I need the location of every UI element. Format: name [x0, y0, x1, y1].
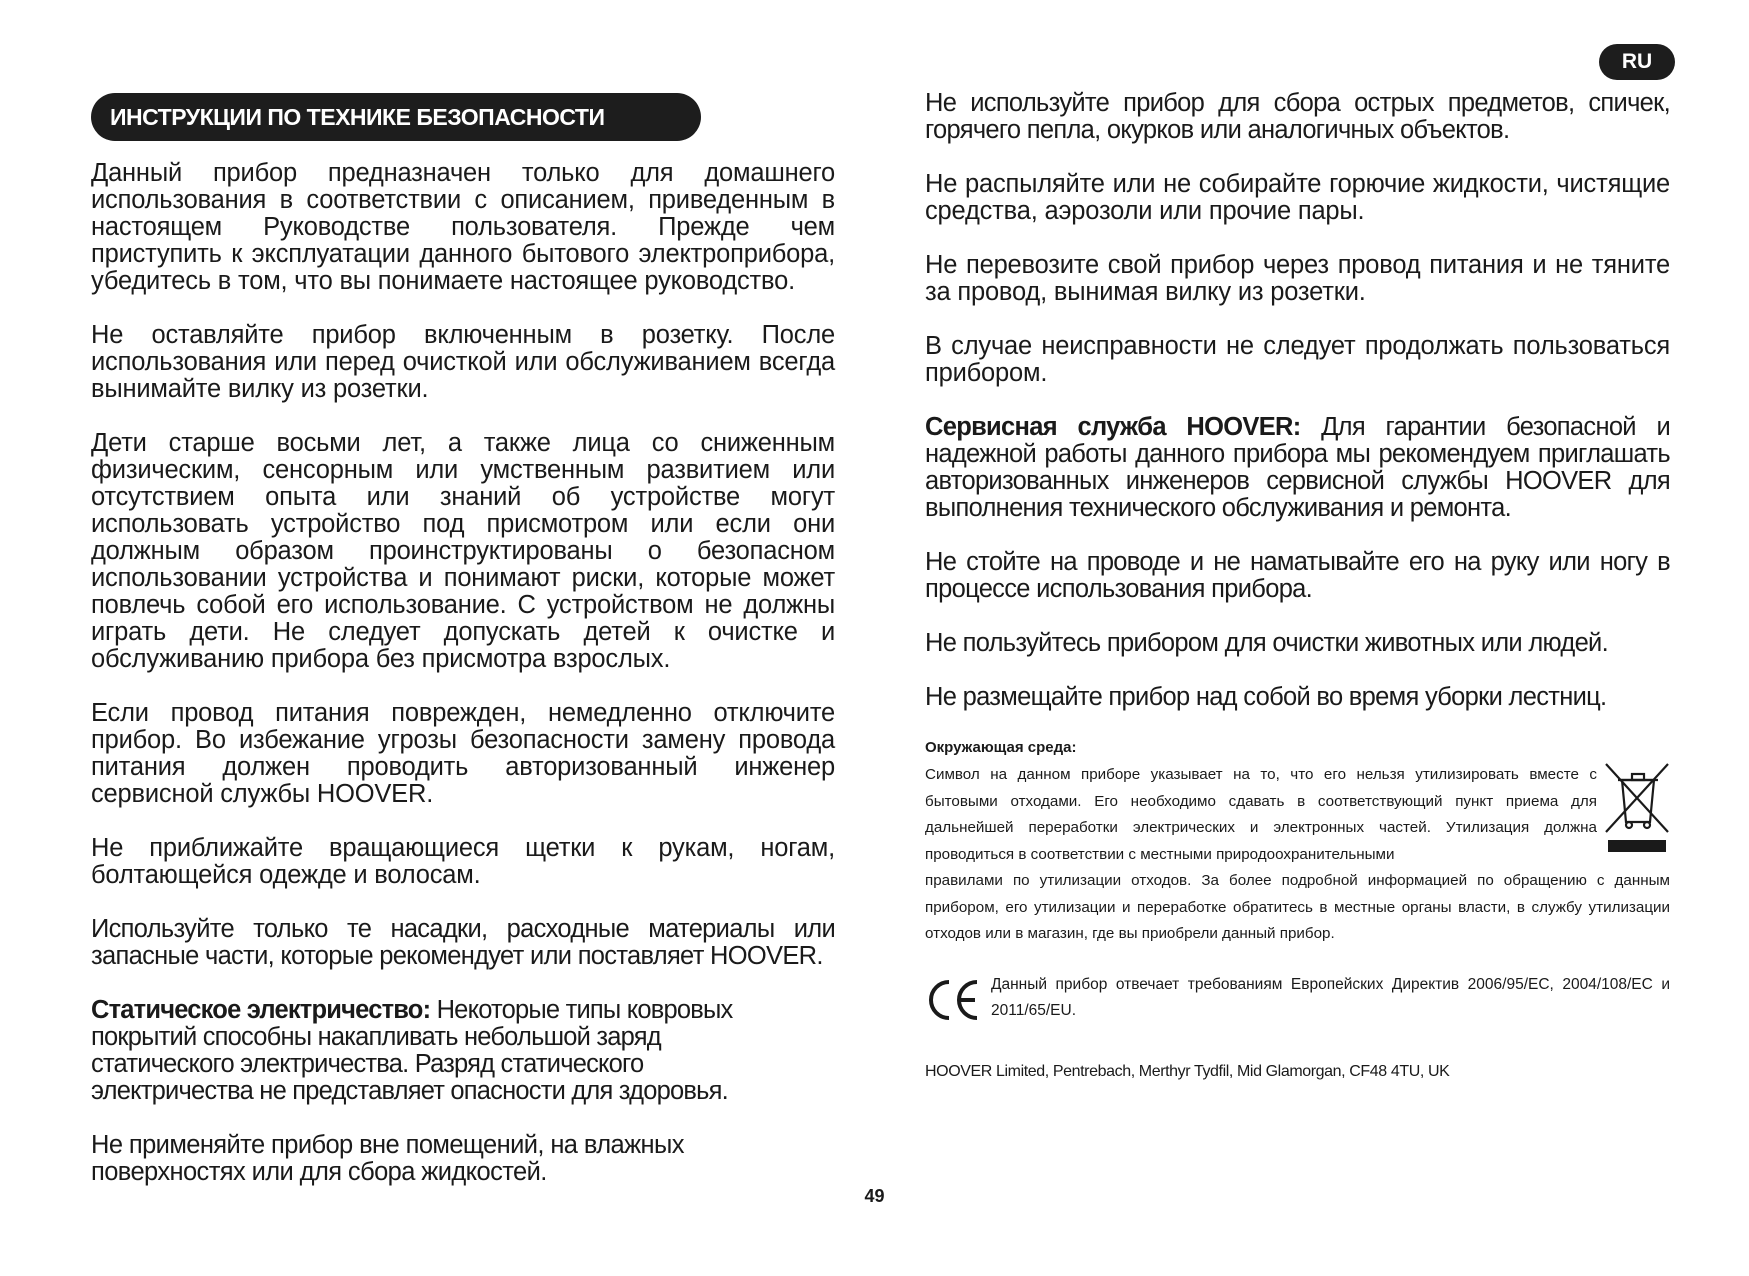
- environment-text-part2: правилами по утилизации отходов. За более подробной информацией по обращению с данным прибором, его утилизации и переработке обратитесь в местные органы власти, в службу утилизации отходов или в магазин, где вы приобрели данный прибор.: [925, 872, 1670, 942]
- paragraph-standing-on-cord: Не стойте на проводе и не наматывайте его на руку или ногу в процессе использования прибора.: [925, 548, 1670, 603]
- ce-mark-icon: [925, 976, 981, 1024]
- ce-compliance: [925, 972, 1670, 1028]
- environment-text: [925, 762, 1670, 948]
- crossed-out-wheelie-bin-icon: [1604, 762, 1670, 854]
- left-column: [91, 160, 835, 1213]
- paragraph-intended-use: Данный прибор предназначен только для домашнего использования в соответствии с описанием, приведенным в настоящем Руководстве пользователя. Прежде чем приступить к эксплуатации данного бытового электроприбора, убедитесь в том, что вы понимаете настоящее руководство.: [91, 159, 835, 295]
- paragraph-outdoor-use: Не применяйте прибор вне помещений, на влажных поверхностях или для сбора жидкостей.: [91, 1131, 684, 1186]
- paragraph-stairs: Не размещайте прибор над собой во время уборки лестниц.: [925, 683, 1607, 711]
- paragraph-malfunction: В случае неисправности не следует продолжать пользоваться прибором.: [925, 332, 1670, 387]
- manufacturer-address: HOOVER Limited, Pentrebach, Merthyr Tydfil, Mid Glamorgan, CF48 4TU, UK: [925, 1062, 1450, 1080]
- paragraph-service: [925, 414, 1670, 522]
- page-number: 49: [864, 1186, 885, 1206]
- paragraph-children: Дети старше восьми лет, а также лица со сниженным физическим, сенсорным или умственным развитием или отсутствием опыта или знаний об устройстве могут использовать устройство под присмотром или если они должным образом проинструктированы о безопасном использовании устройства и понимают риски, которые может повлечь собой его использование. С устройством не должны играть дети. Не следует допускать детей к очистке и обслуживанию прибора без присмотра взрослых.: [91, 429, 835, 673]
- right-column: [925, 90, 1670, 1083]
- ce-compliance-text: Данный прибор отвечает требованиям Европейских Директив 2006/95/EC, 2004/108/EC и 2011/65/EU.: [991, 975, 1670, 1019]
- paragraph-static-electricity: [91, 997, 741, 1105]
- section-title: ИНСТРУКЦИИ ПО ТЕХНИКЕ БЕЗОПАСНОСТИ: [91, 93, 701, 141]
- service-text: Для гарантии безопасной и надежной работы данного прибора мы рекомендуем приглашать авторизованных инженеров сервисной службы HOOVER для выполнения технического обслуживания и ремонта.: [925, 413, 1670, 522]
- language-badge: RU: [1599, 44, 1675, 80]
- paragraph-brushes: Не приближайте вращающиеся щетки к рукам, ногам, болтающейся одежде и волосам.: [91, 834, 835, 889]
- paragraph-flammable-liquids: Не распыляйте или не собирайте горючие жидкости, чистящие средства, аэрозоли или прочие пары.: [925, 170, 1670, 225]
- paragraph-power-cord: Если провод питания поврежден, немедленно отключите прибор. Во избежание угрозы безопасности замену провода питания должен проводить авторизованный инженер сервисной службы HOOVER.: [91, 699, 835, 808]
- static-electricity-label: Статическое электричество:: [91, 996, 431, 1024]
- environment-text-part1: Символ на данном приборе указывает на то, что его нельзя утилизировать вместе с бытовыми отходами. Его необходимо сдавать в соответствующий пункт приема для дальнейшей переработки электрических и электронных частей. Утилизация должна проводиться в соответствии с местными природоохранительными: [925, 766, 1597, 863]
- service-label: Сервисная служба HOOVER:: [925, 413, 1301, 441]
- environment-title: Окружающая среда:: [925, 739, 1077, 756]
- paragraph-sharp-objects: Не используйте прибор для сбора острых предметов, спичек, горячего пепла, окурков или аналогичных объектов.: [925, 89, 1670, 144]
- paragraph-cord-transport: Не перевозите свой прибор через провод питания и не тяните за провод, вынимая вилку из розетки.: [925, 251, 1670, 306]
- environment-block: [925, 762, 1670, 948]
- paragraph-unplug: Не оставляйте прибор включенным в розетку. После использования или перед очисткой или обслуживанием всегда вынимайте вилку из розетки.: [91, 321, 835, 403]
- paragraph-animals-people: Не пользуйтесь прибором для очистки животных или людей.: [925, 629, 1608, 657]
- static-electricity-text: Некоторые типы ковровых покрытий способны накапливать небольшой заряд статического электричества. Разряд статического электричества не представляет опасности для здоровья.: [91, 996, 733, 1105]
- paragraph-accessories: Используйте только те насадки, расходные материалы или запасные части, которые рекомендует или поставляет HOOVER.: [91, 915, 835, 970]
